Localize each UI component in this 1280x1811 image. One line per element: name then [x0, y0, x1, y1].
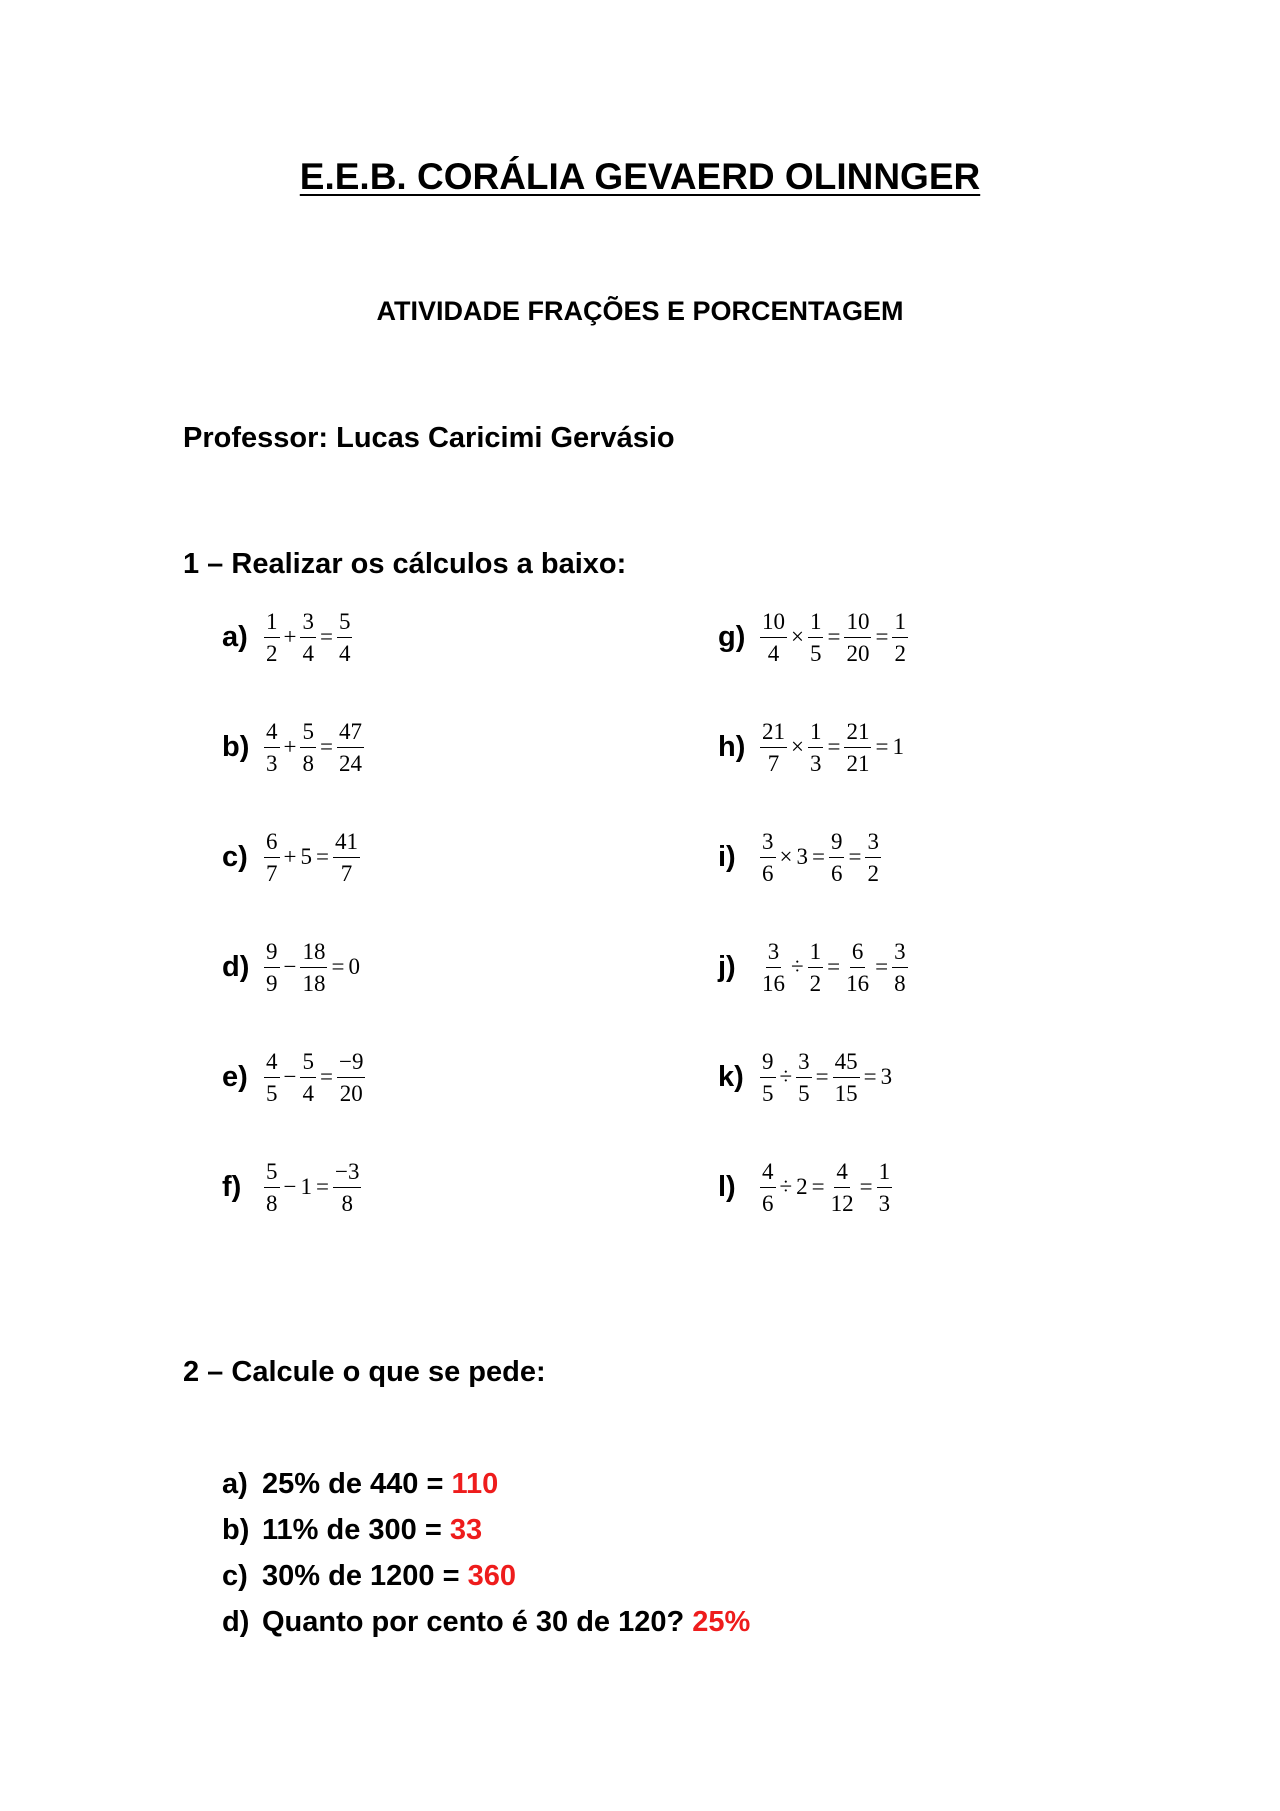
operator: = — [875, 734, 889, 759]
exercise-1-f — [222, 1157, 363, 1217]
exercise-1-a — [222, 607, 354, 667]
denominator: 20 — [846, 640, 870, 666]
operator: − — [283, 1174, 297, 1199]
denominator: 15 — [834, 1080, 858, 1106]
operator: = — [875, 624, 889, 649]
fraction — [264, 940, 280, 995]
fraction — [300, 940, 327, 995]
numerator: 3 — [796, 1050, 812, 1078]
exercise-label: b) — [222, 1514, 250, 1546]
numerator: 3 — [766, 940, 782, 968]
exercise-1-k — [718, 1047, 894, 1107]
exercise-label: g) — [718, 620, 746, 653]
exercise-answer: 110 — [451, 1468, 499, 1500]
math-expression — [758, 940, 910, 995]
exercise-1-h — [718, 717, 906, 777]
number: 1 — [300, 1174, 312, 1199]
denominator: 6 — [762, 1190, 774, 1216]
denominator: 8 — [341, 1190, 353, 1216]
denominator: 16 — [762, 970, 785, 996]
numerator: 1 — [877, 1160, 893, 1188]
fraction — [833, 1050, 860, 1105]
fraction — [808, 720, 824, 775]
exercise-1-j — [718, 937, 910, 997]
operator: + — [283, 734, 297, 759]
exercise-label: h) — [718, 730, 746, 763]
fraction — [264, 1160, 280, 1215]
activity-subtitle: ATIVIDADE FRAÇÕES E PORCENTAGEM — [376, 296, 904, 326]
denominator: 6 — [830, 860, 843, 886]
numerator: 45 — [833, 1050, 860, 1078]
fraction — [892, 610, 908, 665]
denominator: 24 — [338, 750, 362, 776]
exercise-1-b — [222, 717, 366, 777]
exercise-1-g — [718, 607, 910, 667]
fraction — [264, 720, 280, 775]
operator: = — [331, 954, 345, 979]
exercise-label: j) — [718, 950, 736, 983]
fraction — [760, 1050, 776, 1105]
denominator: 5 — [809, 640, 822, 666]
math-expression — [758, 1050, 894, 1105]
denominator: 8 — [266, 1190, 278, 1216]
operator: = — [848, 844, 862, 869]
number: 3 — [796, 844, 808, 869]
numerator: 41 — [333, 830, 360, 858]
fraction — [333, 1160, 361, 1215]
exercise-label: a) — [222, 1468, 248, 1500]
numerator: 1 — [808, 940, 824, 968]
number: 5 — [300, 844, 312, 869]
fraction — [760, 1160, 776, 1215]
denominator: 7 — [767, 750, 780, 776]
denominator: 2 — [266, 640, 278, 666]
exercise-1-e — [222, 1047, 367, 1107]
denominator: 3 — [878, 1190, 891, 1216]
denominator: 3 — [809, 750, 822, 776]
fraction — [337, 720, 364, 775]
fraction — [844, 720, 871, 775]
operator: = — [859, 1174, 873, 1199]
denominator: 9 — [266, 970, 278, 996]
exercise-label: k) — [718, 1060, 744, 1093]
numerator: 21 — [844, 720, 871, 748]
operator: + — [283, 844, 297, 869]
exercise-1-i — [718, 827, 883, 887]
number: 2 — [796, 1174, 808, 1199]
operator: ÷ — [779, 1064, 793, 1089]
operator: = — [811, 844, 825, 869]
fraction — [844, 940, 871, 995]
exercise-label: c) — [222, 1560, 248, 1592]
exercise-1-d — [222, 937, 362, 997]
operator: ÷ — [791, 954, 804, 979]
operator: − — [283, 1064, 297, 1089]
operator: + — [283, 624, 297, 649]
numerator: 47 — [337, 720, 364, 748]
numerator: 5 — [264, 1160, 280, 1188]
fraction — [760, 940, 787, 995]
fraction — [333, 830, 360, 885]
numerator: 10 — [760, 610, 787, 638]
operator: × — [791, 624, 804, 649]
math-expression — [758, 1160, 894, 1215]
fraction — [796, 1050, 812, 1105]
exercise-label: c) — [222, 840, 248, 873]
denominator: 5 — [798, 1080, 810, 1106]
exercise-text: Quanto por cento é 30 de 120? — [262, 1606, 693, 1638]
number: 1 — [892, 734, 904, 759]
exercise-label: i) — [718, 840, 736, 873]
exercise-label: d) — [222, 950, 250, 983]
denominator: 4 — [767, 640, 780, 666]
numerator: 1 — [892, 610, 908, 638]
exercise-answer: 360 — [467, 1560, 516, 1592]
numerator: 9 — [760, 1050, 776, 1078]
denominator: 2 — [867, 860, 879, 886]
exercise-label: b) — [222, 730, 250, 763]
fraction — [808, 940, 824, 995]
numerator: 3 — [892, 940, 908, 968]
fraction — [829, 1160, 856, 1215]
numerator: 4 — [760, 1160, 776, 1188]
numerator: −9 — [337, 1050, 365, 1078]
operator: = — [811, 1174, 825, 1199]
math-expression — [758, 720, 906, 775]
math-expression — [262, 1050, 367, 1105]
denominator: 4 — [338, 640, 351, 666]
numerator: 5 — [337, 610, 353, 638]
fraction — [760, 610, 787, 665]
exercise-text: 25% de 440 = — [262, 1468, 452, 1500]
math-expression — [262, 720, 366, 775]
denominator: 12 — [830, 1190, 854, 1216]
operator: = — [319, 624, 333, 649]
denominator: 7 — [340, 860, 353, 886]
numerator: 9 — [829, 830, 845, 858]
denominator: 3 — [266, 750, 278, 776]
operator: = — [315, 1174, 329, 1199]
exercise-text: 11% de 300 = — [262, 1514, 450, 1546]
denominator: 8 — [894, 970, 906, 996]
denominator: 8 — [302, 750, 314, 776]
numerator: 3 — [865, 830, 881, 858]
professor-line: Professor: Lucas Caricimi Gervásio — [183, 422, 675, 454]
operator: = — [827, 734, 841, 759]
exercise-2-a — [222, 1468, 498, 1501]
fraction — [264, 610, 280, 665]
operator: = — [875, 954, 889, 979]
numerator: 4 — [264, 720, 280, 748]
fraction — [337, 610, 353, 665]
numerator: 1 — [808, 720, 824, 748]
numerator: 9 — [264, 940, 280, 968]
denominator: 18 — [302, 970, 326, 996]
exercise-1-l — [718, 1157, 894, 1217]
fraction — [337, 1050, 365, 1105]
number: 0 — [348, 954, 360, 979]
numerator: 5 — [300, 1050, 316, 1078]
operator: × — [791, 734, 804, 759]
denominator: 16 — [846, 970, 870, 996]
math-expression — [758, 830, 883, 885]
fraction — [844, 610, 871, 665]
operator: = — [815, 1064, 829, 1089]
exercise-label: a) — [222, 620, 248, 653]
operator: = — [319, 1064, 333, 1089]
numerator: 3 — [300, 610, 316, 638]
numerator: 1 — [808, 610, 824, 638]
exercise-label: f) — [222, 1170, 242, 1203]
denominator: 20 — [339, 1080, 363, 1106]
fraction — [300, 1050, 316, 1105]
denominator: 5 — [762, 1080, 774, 1106]
denominator: 2 — [809, 970, 822, 996]
exercise-answer: 25% — [692, 1606, 751, 1638]
numerator: 18 — [300, 940, 327, 968]
fraction — [300, 720, 316, 775]
question-1-heading: 1 – Realizar os cálculos a baixo: — [183, 548, 627, 580]
numerator: 3 — [760, 830, 776, 858]
math-expression — [758, 610, 910, 665]
exercise-label: e) — [222, 1060, 248, 1093]
exercise-answer: 33 — [449, 1514, 483, 1546]
math-expression — [262, 830, 362, 885]
exercise-label: l) — [718, 1170, 736, 1203]
numerator: 10 — [844, 610, 871, 638]
denominator: 21 — [846, 750, 870, 776]
denominator: 7 — [266, 860, 278, 886]
fraction — [808, 610, 824, 665]
denominator: 5 — [266, 1080, 278, 1106]
numerator: 6 — [264, 830, 280, 858]
operator: = — [827, 624, 841, 649]
numerator: 5 — [300, 720, 316, 748]
number: 3 — [880, 1064, 893, 1089]
exercise-label: d) — [222, 1606, 250, 1638]
numerator: 4 — [834, 1160, 850, 1188]
operator: ÷ — [779, 1174, 793, 1199]
exercise-text: 30% de 1200 = — [262, 1560, 468, 1592]
fraction — [300, 610, 316, 665]
math-expression — [262, 1160, 363, 1215]
operator: = — [827, 954, 841, 979]
fraction — [865, 830, 881, 885]
math-expression — [262, 940, 362, 995]
fraction — [829, 830, 845, 885]
fraction — [877, 1160, 893, 1215]
denominator: 6 — [762, 860, 774, 886]
math-expression — [262, 610, 354, 665]
operator: = — [863, 1064, 877, 1089]
fraction — [264, 1050, 280, 1105]
exercise-2-b — [222, 1514, 482, 1547]
operator: = — [319, 734, 333, 759]
page-title: E.E.B. CORÁLIA GEVAERD OLINNGER — [299, 156, 981, 197]
operator: − — [283, 954, 297, 979]
numerator: 21 — [760, 720, 787, 748]
exercise-2-d — [222, 1606, 750, 1639]
denominator: 4 — [302, 640, 314, 666]
numerator: 6 — [850, 940, 866, 968]
fraction — [760, 720, 787, 775]
fraction — [264, 830, 280, 885]
numerator: 4 — [264, 1050, 280, 1078]
operator: = — [315, 844, 329, 869]
fraction — [760, 830, 776, 885]
denominator: 4 — [302, 1080, 314, 1106]
exercise-1-c — [222, 827, 362, 887]
denominator: 2 — [894, 640, 906, 666]
question-2-heading: 2 – Calcule o que se pede: — [183, 1356, 546, 1388]
numerator: −3 — [333, 1160, 361, 1188]
numerator: 1 — [264, 610, 280, 638]
operator: × — [779, 844, 793, 869]
exercise-2-c — [222, 1560, 516, 1593]
fraction — [892, 940, 908, 995]
